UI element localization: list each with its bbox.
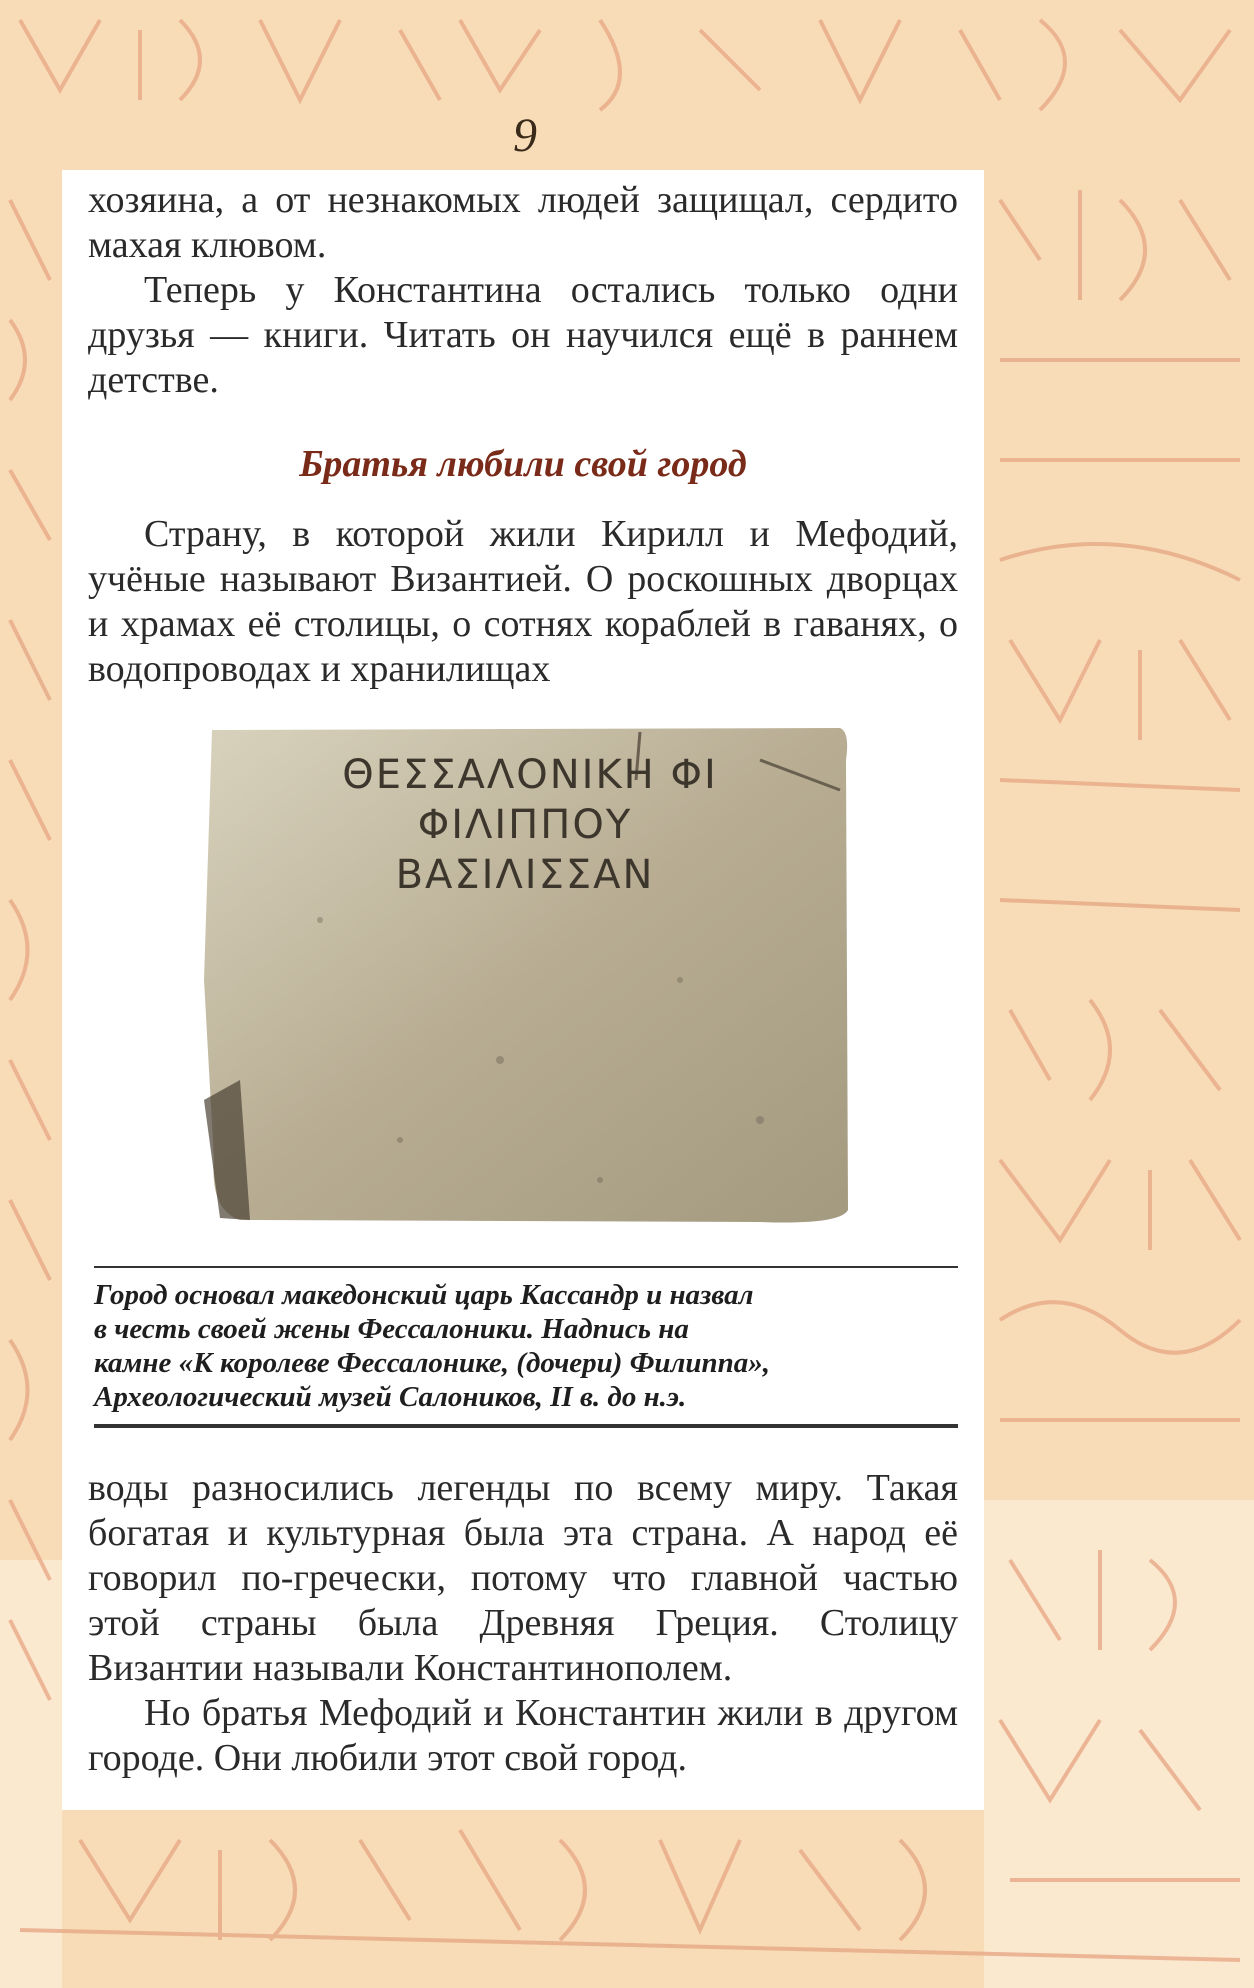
- inscription-line: ΦΙΛΙΠΠΟΥ: [417, 802, 633, 848]
- paragraph: воды разносились легенды по всему миру. Такая богатая и культурная была эта страна. А народ её говорил по-гречески, потому что главной частью этой страны была Древняя Греция. Столицу Византии называли Константинополем.: [88, 1467, 958, 1689]
- paragraph: Но братья Мефодий и Константин жили в другом городе. Они любили этот свой город.: [88, 1692, 958, 1779]
- stone-inscription-photo: [200, 720, 850, 1230]
- caption-divider-top: [94, 1266, 958, 1268]
- inscription-line: ΒΑΣΙΛΙΣΣΑΝ: [395, 852, 655, 898]
- paragraph: Теперь у Константина остались только одни друзья — книги. Читать он научился ещё в раннем детстве.: [88, 269, 958, 401]
- caption-line: камне «К королеве Фессалонике, (дочери) Филиппа»,: [94, 1347, 771, 1379]
- body-text-middle: [88, 512, 958, 692]
- section-heading: Братья любили свой город: [299, 443, 747, 485]
- caption-line: в честь своей жены Фессалоники. Надпись на: [94, 1313, 689, 1345]
- photo-caption: [94, 1278, 958, 1414]
- caption-line: Археологический музей Салоников, II в. до н.э.: [94, 1381, 687, 1413]
- paragraph: хозяина, а от незнакомых людей защищал, сердито махая клювом.: [88, 179, 958, 266]
- paragraph: Страну, в которой жили Кирилл и Мефодий, учёные называют Византией. О роскошных дворцах и храмах её столицы, о сотнях кораблей в гаванях, о водопроводах и хранилищах: [88, 513, 958, 690]
- caption-line: Город основал македонский царь Кассандр и назвал: [94, 1279, 754, 1311]
- body-text-top: [88, 178, 958, 403]
- caption-divider-bottom: [94, 1424, 958, 1428]
- body-text-bottom: [88, 1466, 958, 1781]
- inscription-line: ΘΕΣΣΑΛΟΝΙΚΗ ΦΙ: [342, 752, 718, 798]
- page-number: 9: [513, 109, 537, 162]
